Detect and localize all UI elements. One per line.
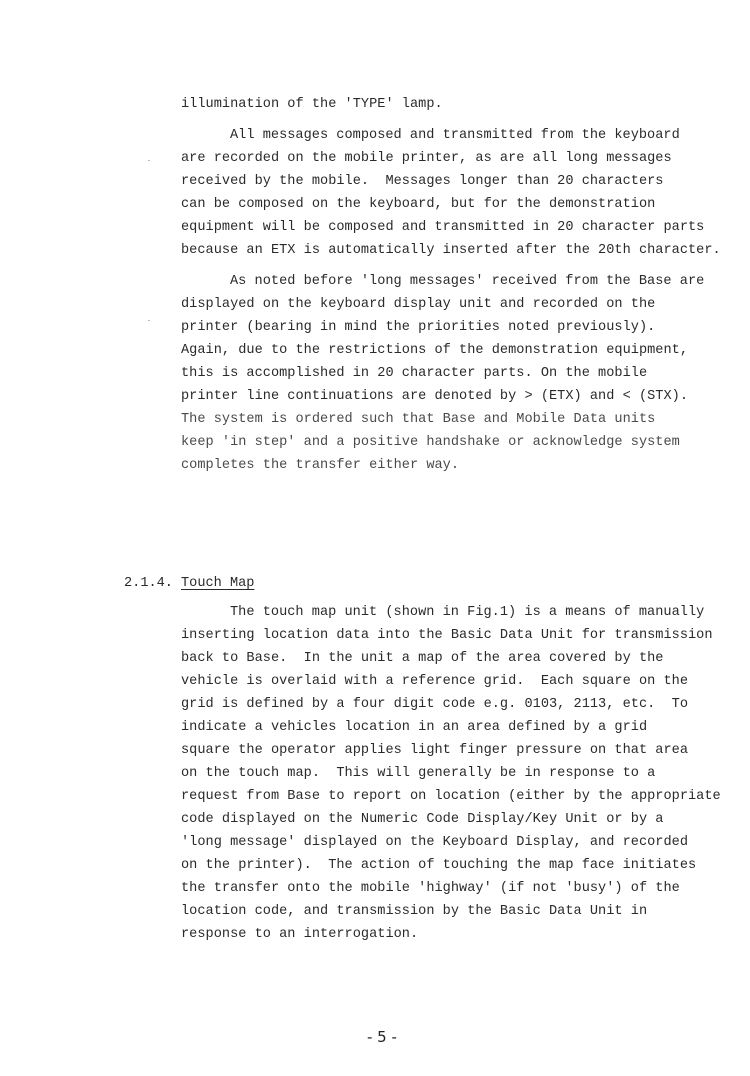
text-line: response to an interrogation. [181, 927, 419, 942]
text-line: illumination of the 'TYPE' lamp. [181, 97, 443, 112]
text-line: request from Base to report on location (either by the appropriate [181, 789, 721, 804]
text-line: completes the transfer either way. [181, 458, 460, 473]
text-line: can be composed on the keyboard, but for the demonstration [181, 197, 656, 212]
text-line: 'long message' displayed on the Keyboard Display, and recorded [181, 835, 689, 850]
text-line: this is accomplished in 20 character parts. On the mobile [181, 366, 648, 381]
text-line: keep 'in step' and a positive handshake or acknowledge system [181, 435, 680, 450]
text-line: grid is defined by a four digit code e.g. 0103, 2113, etc. To [181, 697, 689, 712]
page-number: - 5 - [367, 1028, 397, 1046]
text-line: because an ETX is automatically inserted after the 20th character. [181, 243, 721, 258]
text-line: location code, and transmission by the Basic Data Unit in [181, 904, 648, 919]
text-line: All messages composed and transmitted from the keyboard [230, 128, 680, 143]
text-line: The touch map unit (shown in Fig.1) is a means of manually [230, 605, 705, 620]
text-line: code displayed on the Numeric Code Display/Key Unit or by a [181, 812, 664, 827]
text-line: indicate a vehicles location in an area defined by a grid [181, 720, 648, 735]
scan-mark [148, 160, 150, 161]
text-line: printer (bearing in mind the priorities noted previously). [181, 320, 656, 335]
text-line: The system is ordered such that Base and Mobile Data units [181, 412, 656, 427]
text-line: As noted before 'long messages' received from the Base are [230, 274, 705, 289]
text-line: received by the mobile. Messages longer than 20 characters [181, 174, 664, 189]
text-line: displayed on the keyboard display unit and recorded on the [181, 297, 656, 312]
section-number: 2.1.4. [124, 576, 173, 591]
scan-mark [148, 320, 150, 321]
text-line: printer line continuations are denoted by > (ETX) and < (STX). [181, 389, 689, 404]
text-line: square the operator applies light finger pressure on that area [181, 743, 689, 758]
text-line: equipment will be composed and transmitted in 20 character parts [181, 220, 705, 235]
section-title: Touch Map [181, 576, 255, 591]
text-line: the transfer onto the mobile 'highway' (if not 'busy') of the [181, 881, 680, 896]
text-line: on the printer). The action of touching the map face initiates [181, 858, 697, 873]
text-line: vehicle is overlaid with a reference grid. Each square on the [181, 674, 689, 689]
text-line: on the touch map. This will generally be in response to a [181, 766, 656, 781]
text-line: inserting location data into the Basic Data Unit for transmission [181, 628, 713, 643]
text-line: Again, due to the restrictions of the demonstration equipment, [181, 343, 689, 358]
text-line: back to Base. In the unit a map of the area covered by the [181, 651, 664, 666]
text-line: are recorded on the mobile printer, as are all long messages [181, 151, 672, 166]
